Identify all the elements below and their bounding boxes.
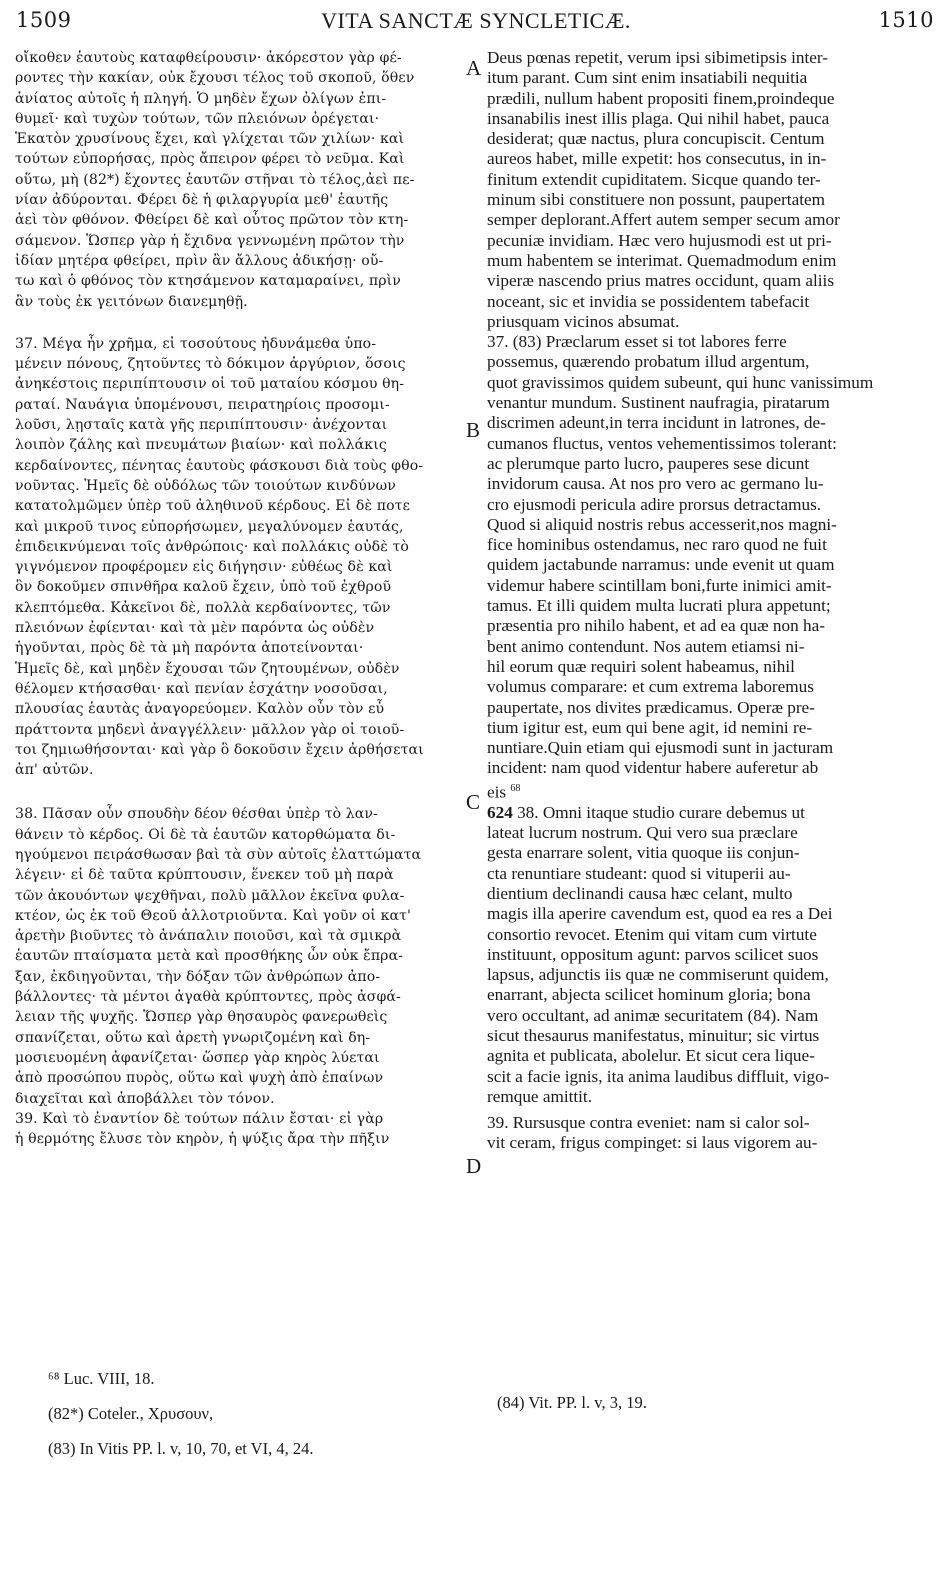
text-line: videmur habere scintillam boni,furte inimici amit- bbox=[487, 575, 832, 595]
text-line: scit a facie ignis, ita anima laudibus diffluit, vigo- bbox=[487, 1066, 830, 1086]
text-line: incident: nam quod videntur habere auferetur ab bbox=[487, 758, 819, 778]
running-title: VITA SANCTÆ SYNCLETICÆ. bbox=[321, 8, 631, 33]
text-line: σπανίζεται, οὕτω καὶ ἀρετὴ γνωριζομένη καὶ δη- bbox=[15, 1029, 371, 1046]
latin-paragraph-39 bbox=[487, 1113, 937, 1154]
text-line: μοσιευομένη ἀφανίζεται· ὥσπερ γὰρ κηρὸς λύεται bbox=[15, 1049, 380, 1066]
text-line: noceant, sic et invidia se possidentem tabefacit bbox=[487, 291, 810, 311]
text-line bbox=[487, 803, 937, 823]
text-line: viperæ nascendo prius matres occidunt, quam aliis bbox=[487, 271, 835, 291]
text-line: βάλλοντες· τὰ μέντοι ἀγαθὰ κρύπτοντες, πρὸς ἀσφά- bbox=[15, 989, 401, 1006]
text-line: enarrant, abjecta scilicet hominum gloria; bona bbox=[487, 985, 811, 1005]
text-line: κλεπτόμεθα. Κἀκεῖνοι δὲ, πολλὰ κερδαίνοντες, τῶν bbox=[15, 599, 391, 616]
text-line: priusquam vicinos absumat. bbox=[487, 311, 680, 331]
text-line: sicut thesaurus manifestatus, minuitur; sic virtus bbox=[487, 1025, 820, 1045]
text-line: prædili, nullum habent propositi finem,proindeque bbox=[487, 88, 835, 108]
text-line: invidorum causa. At nos pro vero ac germano lu- bbox=[487, 474, 824, 494]
text-line: τῶν ἀκουόντων ψεχθῆναι, πολὺ μᾶλλον ἐκεῖνα φυλα- bbox=[15, 887, 405, 904]
greek-paragraph-39 bbox=[15, 1109, 465, 1150]
text-line: ἰδίαν μητέρα φθείρει, πρὶν ἂν ἄλλους ἀδικήσῃ· οὔ- bbox=[15, 252, 384, 269]
text-line: tium igitur est, eum qui bene agit, id nemini re- bbox=[487, 717, 813, 737]
latin-column bbox=[487, 48, 937, 1154]
text-line: θυμεῖ· καὶ τυχὼν τούτων, τῶν πλειόνων ὀρέγεται· bbox=[15, 110, 380, 127]
text-line: μένειν πόνους, ζητοῦντες τὸ δόκιμον ἀργύριον, ὅσοις bbox=[15, 356, 406, 373]
page-number-left: 1509 bbox=[16, 8, 72, 32]
greek-paragraph-1 bbox=[15, 48, 465, 312]
text-line: vit ceram, frigus compinget: si laus vigorem au- bbox=[487, 1133, 818, 1153]
text-line: 39. Rursusque contra eveniet: nam si calor sol- bbox=[487, 1113, 810, 1133]
text-line: possemus, quærendo probatum illud argentum, bbox=[487, 352, 810, 372]
text-line: dientium declinandi causa hæc celant, multo bbox=[487, 883, 793, 903]
latin-paragraph-1 bbox=[487, 48, 937, 332]
text-line: volumus comparare: et cum extrema laboremus bbox=[487, 677, 814, 697]
text-line: bent animo contendunt. Nos autem etiamsi ni- bbox=[487, 636, 805, 656]
text-line: νοῦντας. Ἡμεῖς δὲ οὐδόλως τῶν τοιούτων κινδύνων bbox=[15, 477, 396, 494]
text-line: ηγούμενοι πειράσθωσαν βαὶ τὰ σὺν αὐτοῖς ἐλαττώματα bbox=[15, 846, 422, 863]
text-line: οὕτω, μὴ (82*) ἔχοντες ἑαυτῶν στῆναι τὸ τέλος,ἀεὶ πε- bbox=[15, 171, 415, 188]
text-line: quidem jactabunde narramus: unde evenit ut quam bbox=[487, 555, 835, 575]
text-line: agnita et publicata, abolelur. Et sicut cera lique- bbox=[487, 1046, 815, 1066]
text-line: κατατολμῶμεν ὑπὲρ τοῦ ἀληθινοῦ κέρδους. Εἰ δὲ ποτε bbox=[15, 498, 410, 515]
text-line: tamus. Et illi quidem multa lucrati plura appetunt; bbox=[487, 596, 831, 616]
margin-mark-b: B bbox=[466, 418, 481, 442]
text-line: vero occultant, ad animæ securitatem (84). Nam bbox=[487, 1005, 819, 1025]
text-line: λοιπὸν ζάλης καὶ πνευμάτων βιαίων· καὶ πολλάκις bbox=[15, 437, 387, 454]
text-line-rest: 38. Omni itaque studio curare debemus ut bbox=[512, 802, 805, 822]
text-line: gesta enarrare solent, vitia quoque iis conjun- bbox=[487, 843, 800, 863]
text-line: lateat lucrum nostrum. Qui vero sua præclare bbox=[487, 823, 798, 843]
text-line: Ἡμεῖς δὲ, καὶ μηδὲν ἔχουσαι τῶν ζητουμένων, οὐδὲν bbox=[15, 660, 400, 677]
text-line: ἀεὶ τὸν φθόνον. Φθείρει δὲ καὶ οὗτος πρῶτον τὸν κτη- bbox=[15, 212, 409, 229]
text-line: θάνειν τὸ κέρδος. Οἱ δὲ τὰ ἑαυτῶν κατορθώματα δι- bbox=[15, 826, 396, 843]
text-line: ροντες τὴν κακίαν, οὐκ ἔχουσι τέλος τοῦ σκοποῦ, ὅθεν bbox=[15, 70, 415, 87]
text-line: ἀρετὴν βιοῦντες τὸ ἀνάπαλιν ποιοῦσι, καὶ τὰ σμικρὰ bbox=[15, 928, 402, 945]
text-line: καὶ μικροῦ τινος εὐπορήσωμεν, μεγαλύνομεν ἑαυτάς, bbox=[15, 518, 404, 535]
text-line: cro ejusmodi pericula adire prorsus detractamus. bbox=[487, 494, 822, 514]
text-line: ἂν τοὺς ἐκ γειτόνων διανεμηθῇ. bbox=[15, 293, 248, 310]
text-line: minum sibi constituere non possunt, paupertatem bbox=[487, 190, 825, 210]
text-line: πλουσίας ἑαυτὰς ἀναγορεύομεν. Καλὸν οὖν τὸν εὖ bbox=[15, 701, 385, 718]
text-line: ὃν δοκοῦμεν σπινθῆρα καλοῦ ἔχειν, ὑπὸ τοῦ ἐχθροῦ bbox=[15, 579, 392, 596]
footnote: (84) Vit. PP. l. v, 3, 19. bbox=[497, 1392, 647, 1412]
greek-column bbox=[15, 48, 465, 1149]
footnote: ⁶⁸ Luc. VIII, 18. bbox=[48, 1368, 155, 1388]
page-number-right: 1510 bbox=[878, 8, 934, 32]
text-line: magis illa aperire cavendum est, quod ea res a Dei bbox=[487, 904, 833, 924]
footnote: (82*) Coteler., Χρυσουν, bbox=[48, 1403, 214, 1423]
text-line: consortio revocet. Etenim qui vitam cum virtute bbox=[487, 924, 817, 944]
text-line: τω καὶ ὁ φθόνος τὸν κτησάμενον καταμαραίνει, πρὶν bbox=[15, 273, 401, 290]
text-line: cumanos fluctus, ventos vehementissimos tolerant: bbox=[487, 433, 837, 453]
greek-paragraph-37 bbox=[15, 334, 465, 781]
text-line: paupertate, nos divites prædicamus. Operæ pre- bbox=[487, 697, 815, 717]
margin-mark-a: A bbox=[466, 56, 482, 80]
text-line: Quod si aliquid nostris rebus accesserit,nos magni- bbox=[487, 514, 837, 534]
text-line: hil eorum quæ requiri solent habeamus, nihil bbox=[487, 656, 795, 676]
text-line: λειαν τῆς ψυχῆς. Ὥσπερ γὰρ θησαυρὸς φανερωθεὶς bbox=[15, 1009, 388, 1026]
text-line: νίαν ἀδύρονται. Φέρει δὲ ἡ φιλαργυρία μεθ' ἑαυτῆς bbox=[15, 192, 389, 209]
text-line: λοῦσι, λῃσταῖς κατὰ γῆς περιπίπτουσιν· ἀνέχονται bbox=[15, 417, 388, 434]
text-line: desiderat; quæ nactus, plura concupiscit. Centum bbox=[487, 129, 825, 149]
text-line: aureos habet, mille expetit: hos consecutus, in in- bbox=[487, 149, 827, 169]
text-line: ac plerumque parto lucro, pauperes sese dicunt bbox=[487, 453, 810, 473]
text-line: ξαν, ἐκδιηγοῦνται, τὴν δόξαν τῶν ἀνθρώπων ἀπο- bbox=[15, 968, 381, 985]
text-line: finitum extendit cupiditatem. Sicque quando ter- bbox=[487, 169, 821, 189]
text-line: ἀνίατος αὐτοῖς ἡ πληγή. Ὁ μηδὲν ἔχων ὀλίγων ἐπι- bbox=[15, 90, 387, 107]
text-line: ραταί. Ναυάγια ὑπομένουσι, πειρατηρίοις προσομι- bbox=[15, 396, 390, 413]
text-line: κτέον, ὡς ἐκ τοῦ Θεοῦ ἀλλοτριοῦντα. Καὶ γοῦν οἱ κατ' bbox=[15, 907, 411, 924]
text-line: πράττοντα μηδενὶ ἀναγγέλλειν· μᾶλλον γὰρ οἱ τοιοῦ- bbox=[15, 721, 405, 738]
text-line: 39. Καὶ τὸ ἐναντίον δὲ τούτων πάλιν ἔσται· εἰ γὰρ bbox=[15, 1110, 384, 1127]
latin-paragraph-37 bbox=[487, 332, 937, 803]
column-number: 624 bbox=[487, 802, 513, 822]
text-line: 38. Πᾶσαν οὖν σπουδὴν δέον θέσθαι ὑπὲρ τὸ λαν- bbox=[15, 806, 378, 823]
margin-mark-c: C bbox=[466, 790, 481, 814]
text-line: insanabilis inest illis plaga. Qui nihil habet, pauca bbox=[487, 108, 830, 128]
text-line: discrimen adeunt,in terra incidunt in latrones, de- bbox=[487, 413, 826, 433]
text-line: cta renuntiare studeant: quod si vituperii au- bbox=[487, 863, 791, 883]
text-line: σάμενον. Ὥσπερ γὰρ ἡ ἔχιδνα γεννωμένη πρῶτον τὴν bbox=[15, 232, 405, 249]
text-line: λέγειν· εἰ δὲ ταῦτα κρύπτουσιν, ἕνεκεν τοῦ μὴ παρὰ bbox=[15, 867, 394, 884]
text-line: ἀπὸ προσώπου πυρὸς, οὕτω καὶ ψυχὴ ἀπὸ ἐπαίνων bbox=[15, 1070, 384, 1087]
text-line: pecuniæ invidiam. Hæc vero hujusmodi est ut pri- bbox=[487, 230, 832, 250]
greek-paragraph-38 bbox=[15, 804, 465, 1108]
text-line: præsentia pro nihilo habent, et ad ea quæ non ha- bbox=[487, 616, 825, 636]
footnote: (83) In Vitis PP. l. v, 10, 70, et VI, 4, 24. bbox=[48, 1438, 314, 1458]
text-line: eis $^{68}$ bbox=[487, 782, 521, 802]
text-line: 37. (83) Præclarum esset si tot labores ferre bbox=[487, 332, 787, 352]
text-line: remque amittit. bbox=[487, 1086, 593, 1106]
text-line: ἡ θερμότης ἔλυσε τὸν κηρὸν, ἡ ψύξις ἄρα τὴν πῆξιν bbox=[15, 1131, 390, 1148]
text-line: instituunt, oppositum agunt: parvos scilicet suos bbox=[487, 944, 819, 964]
text-line: fice hominibus ostendamus, nec raro quod ne fuit bbox=[487, 535, 827, 555]
text-line: semper deplorant.Affert autem semper secum amor bbox=[487, 210, 840, 230]
text-line: κερδαίνοντες, πένητας ἑαυτοὺς φάσκουσι διὰ τοὺς φθο- bbox=[15, 457, 424, 474]
text-line: Deus pœnas repetit, verum ipsi sibimetipsis inter- bbox=[487, 48, 828, 67]
text-line: Ἑκατὸν χρυσίνους ἔχει, καὶ γλίχεται τῶν χιλίων· καὶ bbox=[15, 131, 405, 148]
text-line: itum parant. Cum sint enim insatiabili nequitia bbox=[487, 68, 808, 88]
footnote-ref: 68 bbox=[510, 782, 521, 794]
text-line: γιγνόμενον προφέρομεν εἰς διήγησιν· εὐθέως δὲ καὶ bbox=[15, 559, 393, 576]
page-header bbox=[14, 8, 938, 38]
text-line: quot gravissimos quidem subeunt, qui hunc vanissimum bbox=[487, 372, 874, 392]
text-line: οἴκοθεν ἑαυτοὺς καταφθείρουσιν· ἀκόρεστον γὰρ φέ- bbox=[15, 50, 402, 66]
text-line: lapsus, adjunctis iis quæ ne commiserunt quidem, bbox=[487, 965, 829, 985]
text-line: nuntiare.Quin etiam qui ejusmodi sunt in jacturam bbox=[487, 738, 834, 758]
text-line: ἀπ' αὐτῶν. bbox=[15, 762, 94, 779]
text-line: mum habentem se interimat. Quemadmodum enim bbox=[487, 250, 837, 270]
text-line: θέλομεν κτήσασθαι· καὶ πενίαν ἐσχάτην νοσοῦσαι, bbox=[15, 680, 388, 697]
margin-mark-d: D bbox=[466, 1154, 482, 1178]
text-line: ἑαυτῶν πταίσματα μετὰ καὶ προσθήκης ὧν οὐκ ἔπρα- bbox=[15, 948, 404, 965]
text-line: τούτων εὐπορήσας, πρὸς ἄπειρον φέρει τὸ νεῦμα. Καὶ bbox=[15, 151, 405, 168]
footnotes-right bbox=[497, 1377, 917, 1429]
text-line: ἡγοῦνται, πρὸς δὲ τὰ μὴ παρόντα ἀποτείνονται· bbox=[15, 640, 364, 657]
footnotes-left bbox=[48, 1353, 448, 1475]
text-line: τοι ζημιωθήσονται· καὶ γὰρ ὃ δοκοῦσιν ἔχειν ἀρθήσεται bbox=[15, 741, 424, 758]
latin-paragraph-38 bbox=[487, 803, 937, 1107]
text-line: διαχεῖται καὶ ἀποβάλλει τὸν τόνον. bbox=[15, 1090, 275, 1107]
text-line: ἀνηκέστοις περιπίπτουσιν οἱ τοῦ ματαίου κόσμου θη- bbox=[15, 376, 405, 393]
text-line: 37. Μέγα ἦν χρῆμα, εἰ τοσούτους ἠδυνάμεθα ὑπο- bbox=[15, 335, 377, 352]
text-line: πλειόνων ἐφίενται· καὶ τὰ μὲν παρόντα ὡς οὐδὲν bbox=[15, 620, 375, 637]
text-line: ἐπιδεικνύμεναι τοῖς ἀνθρώποις· καὶ πολλάκις οὐδὲ τὸ bbox=[15, 538, 409, 555]
text-line: venantur mundum. Sustinent naufragia, piratarum bbox=[487, 393, 830, 413]
